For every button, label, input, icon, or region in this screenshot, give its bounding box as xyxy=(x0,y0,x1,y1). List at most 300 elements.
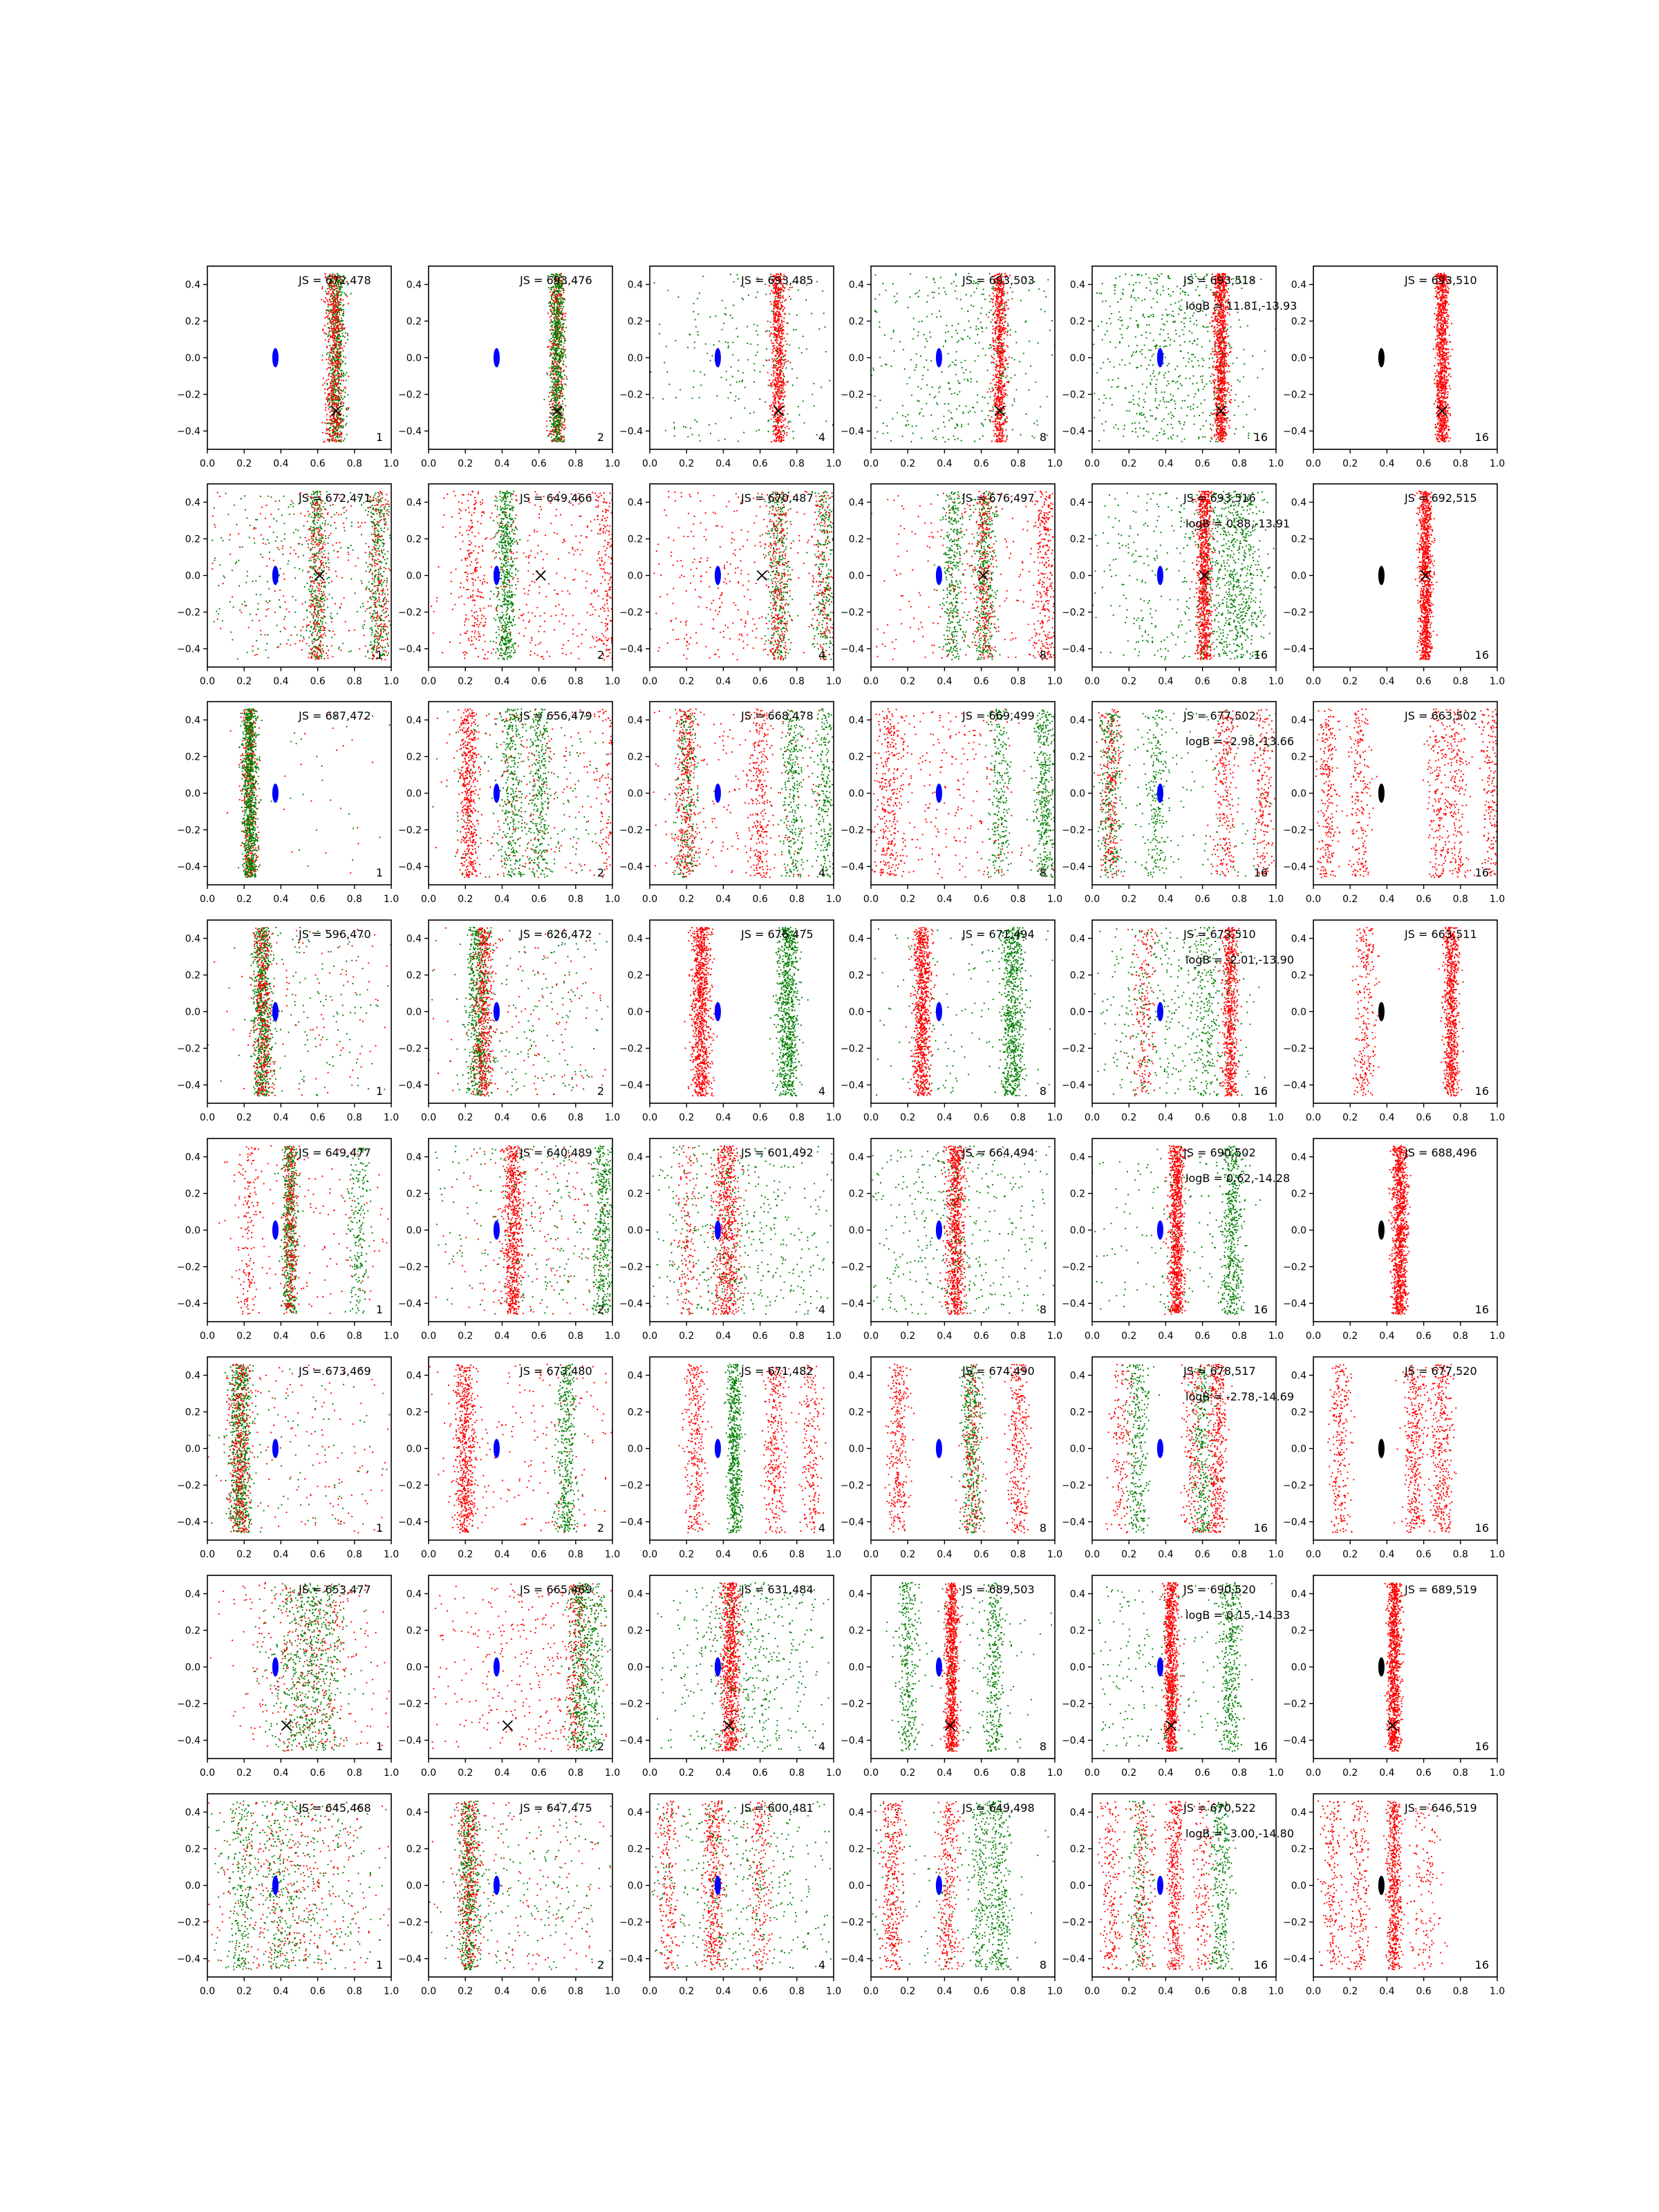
green-point xyxy=(957,424,958,426)
red-point xyxy=(336,351,337,353)
red-point xyxy=(345,357,346,358)
red-point xyxy=(999,390,1000,391)
red-point xyxy=(776,313,777,315)
green-point xyxy=(926,403,927,404)
green-point xyxy=(342,391,344,392)
red-point xyxy=(328,312,330,314)
green-point xyxy=(990,310,991,311)
red-point xyxy=(335,329,336,330)
green-point xyxy=(562,326,563,327)
red-point xyxy=(782,435,784,436)
red-point xyxy=(550,371,552,373)
red-point xyxy=(1004,350,1006,352)
red-point xyxy=(1003,352,1004,353)
red-point xyxy=(330,289,332,290)
x-tick-label: 0.6 xyxy=(973,458,988,469)
red-point xyxy=(336,295,337,297)
green-point xyxy=(744,386,746,388)
green-point xyxy=(778,357,780,358)
green-point xyxy=(997,339,999,340)
red-point xyxy=(775,391,776,393)
green-point xyxy=(728,346,729,347)
green-point xyxy=(550,373,552,375)
green-point xyxy=(948,410,950,411)
red-point xyxy=(776,291,777,292)
y-tick-label: −0.2 xyxy=(177,390,200,401)
red-point xyxy=(777,383,778,384)
green-point xyxy=(554,321,556,322)
red-point xyxy=(327,422,328,424)
green-point xyxy=(1109,383,1110,384)
red-point xyxy=(779,375,780,376)
green-point xyxy=(561,333,562,335)
green-point xyxy=(560,290,561,292)
green-point xyxy=(553,332,554,334)
red-point xyxy=(1002,397,1004,399)
red-point xyxy=(774,306,776,308)
red-point xyxy=(338,440,339,442)
red-point xyxy=(771,386,772,387)
green-point xyxy=(1028,389,1029,391)
red-point xyxy=(328,375,330,377)
green-point xyxy=(559,296,561,297)
red-point xyxy=(339,323,341,324)
red-point xyxy=(995,300,997,301)
x-tick-label: 0.0 xyxy=(421,458,436,469)
red-point xyxy=(995,423,996,424)
red-point xyxy=(338,379,339,381)
green-point xyxy=(330,309,332,310)
green-point xyxy=(337,440,338,441)
green-point xyxy=(730,274,731,275)
red-point xyxy=(777,391,778,393)
red-point xyxy=(335,367,337,368)
red-point xyxy=(997,310,999,312)
red-point xyxy=(336,433,337,434)
red-point xyxy=(327,323,328,324)
green-point xyxy=(945,340,946,341)
green-point xyxy=(666,346,667,347)
red-point xyxy=(778,395,779,396)
green-point xyxy=(1020,434,1021,435)
red-point xyxy=(1004,332,1005,334)
red-point xyxy=(781,396,782,397)
green-point xyxy=(989,419,991,420)
green-point xyxy=(561,332,563,333)
red-point xyxy=(780,384,782,386)
green-point xyxy=(921,379,923,380)
green-point xyxy=(913,328,915,330)
green-point xyxy=(347,333,348,335)
red-point xyxy=(560,433,561,434)
green-point xyxy=(556,415,557,417)
green-point xyxy=(552,357,553,358)
green-point xyxy=(879,400,881,401)
green-point xyxy=(935,396,936,397)
green-point xyxy=(1015,389,1017,391)
green-point xyxy=(1002,410,1004,411)
green-point xyxy=(946,325,947,326)
red-point xyxy=(1002,358,1004,359)
red-point xyxy=(785,427,786,429)
green-point xyxy=(1047,279,1049,281)
red-point xyxy=(778,290,779,291)
red-point xyxy=(339,344,340,346)
green-point xyxy=(552,419,554,420)
green-point xyxy=(753,411,755,413)
red-point xyxy=(786,434,787,435)
red-point xyxy=(328,379,329,380)
red-point xyxy=(565,427,566,428)
red-point xyxy=(332,292,334,293)
x-tick-label: 0.8 xyxy=(789,458,805,469)
red-point xyxy=(781,335,782,337)
green-point xyxy=(932,430,933,431)
green-point xyxy=(999,413,1000,414)
red-point xyxy=(771,342,773,344)
red-point xyxy=(774,388,776,390)
green-point xyxy=(339,366,341,367)
green-point xyxy=(906,383,908,384)
green-point xyxy=(621,437,622,438)
red-point xyxy=(324,301,326,303)
red-point xyxy=(773,403,774,404)
green-point xyxy=(556,317,558,318)
green-point xyxy=(552,362,553,363)
red-point xyxy=(995,440,996,442)
red-point xyxy=(778,432,779,433)
green-point xyxy=(955,274,957,276)
red-point xyxy=(773,433,774,435)
green-point xyxy=(926,316,928,317)
green-point xyxy=(552,292,553,293)
red-point xyxy=(987,391,988,393)
red-point xyxy=(335,301,337,303)
green-point xyxy=(990,421,991,422)
red-point xyxy=(341,379,342,381)
green-point xyxy=(709,424,710,426)
green-point xyxy=(693,371,695,372)
green-point xyxy=(753,381,755,382)
red-point xyxy=(1000,358,1001,359)
red-point xyxy=(997,365,998,366)
green-point xyxy=(563,439,565,440)
green-point xyxy=(339,377,340,378)
red-point xyxy=(338,308,339,310)
red-point xyxy=(780,353,781,355)
red-point xyxy=(1005,328,1006,329)
green-point xyxy=(559,431,560,432)
green-point xyxy=(917,335,919,337)
green-point xyxy=(877,431,878,433)
red-point xyxy=(330,326,332,327)
red-point xyxy=(780,434,782,435)
green-point xyxy=(908,424,909,425)
green-point xyxy=(796,315,798,316)
green-point xyxy=(561,338,562,339)
red-point xyxy=(332,317,333,318)
green-point xyxy=(558,341,559,342)
green-point xyxy=(336,292,337,294)
red-point xyxy=(328,288,330,289)
red-point xyxy=(342,328,344,329)
red-point xyxy=(782,388,784,390)
red-point xyxy=(1004,406,1006,407)
green-point xyxy=(913,318,915,319)
green-point xyxy=(967,310,968,312)
red-point xyxy=(782,346,783,348)
green-point xyxy=(548,302,550,303)
green-point xyxy=(1086,415,1087,416)
y-tick-label: 0.2 xyxy=(628,317,643,328)
green-point xyxy=(932,278,934,279)
green-point xyxy=(971,381,972,382)
red-point xyxy=(769,335,771,337)
red-point xyxy=(1216,434,1217,435)
x-tick-label: 0.2 xyxy=(900,458,915,469)
green-point xyxy=(890,440,892,442)
red-point xyxy=(330,301,331,303)
red-point xyxy=(778,435,780,436)
green-point xyxy=(552,335,554,337)
red-point xyxy=(996,404,997,405)
green-point xyxy=(926,384,928,386)
x-tick-label: 0.6 xyxy=(310,458,325,469)
red-point xyxy=(773,333,774,335)
green-point xyxy=(932,292,933,293)
red-point xyxy=(993,306,994,307)
red-point xyxy=(330,424,332,426)
green-point xyxy=(950,364,951,366)
red-point xyxy=(770,301,771,303)
red-point xyxy=(1210,353,1212,355)
green-point xyxy=(769,385,771,386)
red-point xyxy=(997,421,998,422)
green-point xyxy=(722,300,723,301)
red-point xyxy=(1003,423,1004,424)
green-point xyxy=(993,353,995,355)
red-point xyxy=(324,388,326,390)
red-point xyxy=(780,350,781,352)
blue-reference-ellipse xyxy=(272,348,279,368)
red-point xyxy=(775,425,776,427)
red-point xyxy=(775,435,776,436)
red-point xyxy=(331,379,332,380)
red-point xyxy=(784,420,785,421)
red-point xyxy=(334,379,335,380)
green-point xyxy=(857,306,859,308)
green-point xyxy=(1020,300,1022,301)
red-point xyxy=(338,358,339,359)
red-point xyxy=(561,379,563,380)
green-point xyxy=(1101,319,1103,321)
green-point xyxy=(825,351,827,353)
green-point xyxy=(959,405,960,406)
red-point xyxy=(332,391,334,392)
red-point xyxy=(327,301,328,302)
red-point xyxy=(782,417,783,418)
red-point xyxy=(993,295,995,297)
red-point xyxy=(331,384,332,386)
green-point xyxy=(897,412,898,413)
green-point xyxy=(874,310,876,312)
red-point xyxy=(338,353,339,355)
green-point xyxy=(563,319,564,321)
green-point xyxy=(559,404,561,406)
green-point xyxy=(557,346,559,348)
green-point xyxy=(839,279,841,280)
green-point xyxy=(346,423,347,424)
green-point xyxy=(558,308,559,309)
green-point xyxy=(556,438,557,440)
green-point xyxy=(555,379,556,381)
red-point xyxy=(329,317,330,319)
red-point xyxy=(323,377,324,379)
red-point xyxy=(1006,382,1008,383)
red-point xyxy=(321,288,323,290)
red-point xyxy=(778,438,780,440)
red-point xyxy=(1002,355,1004,357)
red-point xyxy=(1000,418,1002,419)
green-point xyxy=(943,415,944,417)
green-point xyxy=(903,349,904,350)
red-point xyxy=(996,377,997,378)
green-point xyxy=(1001,305,1002,306)
green-point xyxy=(687,347,688,348)
red-point xyxy=(337,313,338,315)
red-point xyxy=(999,388,1000,389)
red-point xyxy=(336,422,337,424)
red-point xyxy=(995,418,996,420)
green-point xyxy=(917,292,918,293)
green-point xyxy=(627,415,628,416)
red-point xyxy=(341,326,342,327)
red-point xyxy=(998,406,1000,407)
green-point xyxy=(1047,396,1048,397)
red-point xyxy=(332,328,333,330)
red-point xyxy=(331,438,332,440)
green-point xyxy=(879,321,880,323)
green-point xyxy=(552,347,553,348)
green-point xyxy=(342,315,344,316)
green-point xyxy=(989,410,991,411)
green-point xyxy=(1010,329,1011,330)
red-point xyxy=(781,436,782,438)
red-point xyxy=(327,317,328,318)
green-point xyxy=(1003,317,1004,318)
green-point xyxy=(640,405,641,406)
red-point xyxy=(548,346,550,347)
green-point xyxy=(960,299,962,300)
green-point xyxy=(563,441,565,442)
green-point xyxy=(551,289,552,290)
red-point xyxy=(1004,329,1005,330)
green-point xyxy=(771,310,773,312)
red-point xyxy=(554,345,555,346)
red-point xyxy=(335,346,336,347)
red-point xyxy=(782,297,784,299)
red-point xyxy=(336,426,337,427)
red-point xyxy=(1000,336,1002,337)
y-tick-label: 0.0 xyxy=(849,353,864,364)
green-point xyxy=(667,290,668,291)
green-point xyxy=(343,356,344,357)
green-point xyxy=(563,409,564,410)
green-point xyxy=(757,325,758,326)
red-point xyxy=(339,304,341,306)
green-point xyxy=(559,433,560,435)
green-point xyxy=(552,364,554,365)
red-point xyxy=(565,384,567,386)
green-point xyxy=(560,312,561,314)
green-point xyxy=(556,400,557,401)
green-point xyxy=(822,290,823,292)
red-point xyxy=(1001,433,1002,435)
green-point xyxy=(801,352,803,353)
green-point xyxy=(563,428,565,429)
green-point xyxy=(550,417,551,418)
green-point xyxy=(344,438,345,440)
green-point xyxy=(964,330,965,331)
red-point xyxy=(1000,379,1002,381)
red-point xyxy=(999,351,1000,353)
red-point xyxy=(777,436,778,438)
green-point xyxy=(725,308,727,309)
green-point xyxy=(556,424,558,426)
red-point xyxy=(324,325,326,326)
green-point xyxy=(938,387,939,388)
green-point xyxy=(733,305,734,306)
green-point xyxy=(798,414,800,415)
green-point xyxy=(897,292,898,294)
green-point xyxy=(335,294,336,296)
red-point xyxy=(1002,385,1003,386)
red-point xyxy=(334,341,335,342)
green-point xyxy=(337,306,339,308)
red-point xyxy=(775,415,776,417)
red-point xyxy=(771,353,773,354)
green-point xyxy=(780,308,781,310)
green-point xyxy=(1023,353,1024,354)
red-point xyxy=(995,384,996,385)
red-point xyxy=(326,333,327,335)
green-point xyxy=(340,356,341,357)
green-point xyxy=(929,332,930,333)
green-point xyxy=(339,351,340,353)
green-point xyxy=(970,327,971,328)
red-point xyxy=(324,393,326,394)
green-point xyxy=(700,371,701,373)
red-point xyxy=(786,344,787,345)
red-point xyxy=(548,396,550,397)
green-point xyxy=(550,350,552,351)
red-point xyxy=(991,355,992,357)
red-point xyxy=(344,327,346,328)
scatter-panel xyxy=(398,266,620,469)
green-point xyxy=(339,314,340,315)
red-point xyxy=(995,366,997,367)
green-point xyxy=(951,283,953,284)
red-point xyxy=(1000,296,1002,297)
green-point xyxy=(557,414,559,415)
red-point xyxy=(778,294,779,296)
green-point xyxy=(341,332,343,334)
red-point xyxy=(328,429,329,430)
red-point xyxy=(992,357,993,358)
green-point xyxy=(1006,395,1008,396)
red-point xyxy=(773,373,774,375)
green-point xyxy=(917,386,919,387)
